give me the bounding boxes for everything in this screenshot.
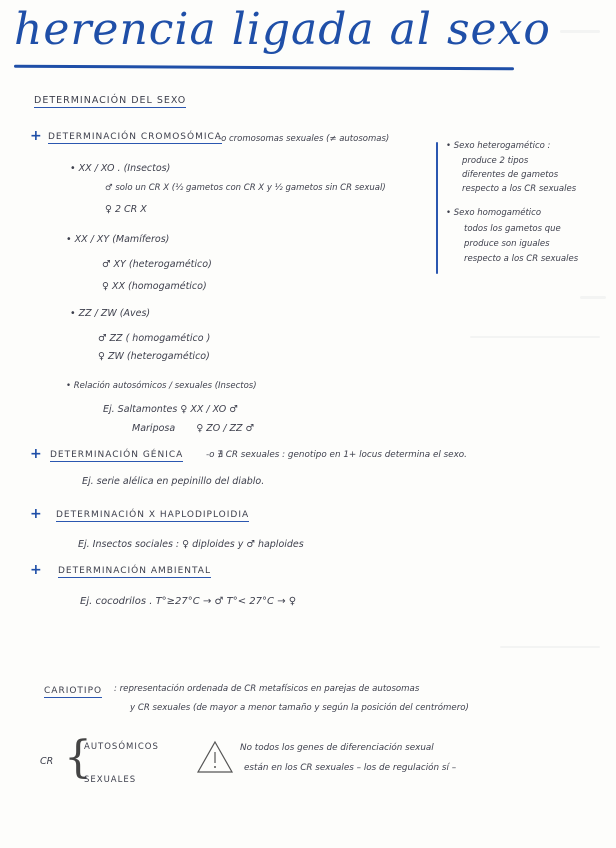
plus-icon: + bbox=[30, 562, 42, 578]
side-note-item2-line1: • Sexo homogamético bbox=[446, 208, 542, 218]
page-title: herencia ligada al sexo bbox=[14, 4, 551, 55]
bleed-through bbox=[500, 646, 600, 648]
bleed-through bbox=[470, 336, 600, 338]
xx-xo-label: • XX / XO . (Insectos) bbox=[70, 163, 171, 174]
side-note-item2-line3: produce son iguales bbox=[464, 239, 550, 249]
chromosomal-heading: DETERMINACIÓN CROMOSÓMICA bbox=[48, 132, 222, 142]
genic-heading: DETERMINACIÓN GÉNICA bbox=[50, 450, 184, 460]
genic-desc: -o ∄ CR sexuales : genotipo en 1+ locus determina el sexo. bbox=[206, 450, 467, 460]
ratio-label: • Relación autosómicos / sexuales (Insectos) bbox=[66, 381, 257, 391]
warning-icon bbox=[196, 740, 234, 774]
bleed-through bbox=[580, 296, 606, 299]
karyotype-term: CARIOTIPO bbox=[44, 686, 103, 696]
bleed-through bbox=[560, 30, 600, 33]
ratio-example-1: Ej. Saltamontes ♀ XX / XO ♂ bbox=[103, 404, 238, 415]
side-note-item1-line3: diferentes de gametos bbox=[462, 170, 559, 180]
plus-icon: + bbox=[30, 506, 42, 522]
haplodiploid-heading: DETERMINACIÓN X HAPLODIPLOIDIA bbox=[56, 510, 250, 520]
xx-xy-female: ♀ XX (homogamético) bbox=[102, 281, 207, 292]
haplodiploid-example: Ej. Insectos sociales : ♀ diploides y ♂ haploides bbox=[78, 539, 304, 550]
karyotype-def-line1: : representación ordenada de CR metafísicos en parejas de autosomas bbox=[114, 684, 420, 694]
warning-line1: No todos los genes de diferenciación sexual bbox=[240, 743, 434, 753]
side-note-item2-line4: respecto a los CR sexuales bbox=[464, 254, 579, 264]
side-note-item1-line1: • Sexo heterogamético : bbox=[446, 141, 551, 151]
xx-xo-male: ♂ solo un CR X (½ gametos con CR X y ½ gametos sin CR sexual) bbox=[105, 183, 386, 193]
side-note-item2-line2: todos los gametos que bbox=[464, 224, 561, 234]
xx-xy-label: • XX / XY (Mamíferos) bbox=[66, 234, 170, 245]
karyotype-def-line2: y CR sexuales (de mayor a menor tamaño y según la posición del centrómero) bbox=[130, 703, 469, 713]
title-underline bbox=[14, 65, 514, 71]
side-note-item1-line2: produce 2 tipos bbox=[462, 156, 529, 166]
zz-zw-male: ♂ ZZ ( homogamético ) bbox=[98, 333, 211, 344]
side-note-divider bbox=[436, 142, 438, 274]
section-heading: DETERMINACIÓN DEL SEXO bbox=[34, 95, 187, 106]
cr-label: CR bbox=[40, 756, 54, 767]
environmental-heading: DETERMINACIÓN AMBIENTAL bbox=[58, 566, 211, 576]
environmental-example: Ej. cocodrilos . T°≥27°C → ♂ T°< 27°C → ♀ bbox=[80, 596, 297, 607]
zz-zw-female: ♀ ZW (heterogamético) bbox=[98, 351, 210, 362]
genic-example: Ej. serie alélica en pepinillo del diablo. bbox=[82, 476, 265, 487]
xx-xo-female: ♀ 2 CR X bbox=[105, 204, 147, 215]
chromosomal-desc: -o cromosomas sexuales (≠ autosomas) bbox=[218, 134, 390, 144]
plus-icon: + bbox=[30, 128, 42, 144]
cr-autosomal: AUTOSÓMICOS bbox=[84, 742, 159, 752]
brace-icon: { bbox=[64, 732, 92, 783]
zz-zw-label: • ZZ / ZW (Aves) bbox=[70, 308, 151, 319]
side-note-item1-line4: respecto a los CR sexuales bbox=[462, 184, 577, 194]
warning-line2: están en los CR sexuales – los de regulación sí – bbox=[244, 763, 457, 773]
ratio-example-2: Mariposa ♀ ZO / ZZ ♂ bbox=[132, 423, 255, 434]
xx-xy-male: ♂ XY (heterogamético) bbox=[102, 259, 212, 270]
cr-sexual: SEXUALES bbox=[84, 775, 137, 785]
plus-icon: + bbox=[30, 446, 42, 462]
